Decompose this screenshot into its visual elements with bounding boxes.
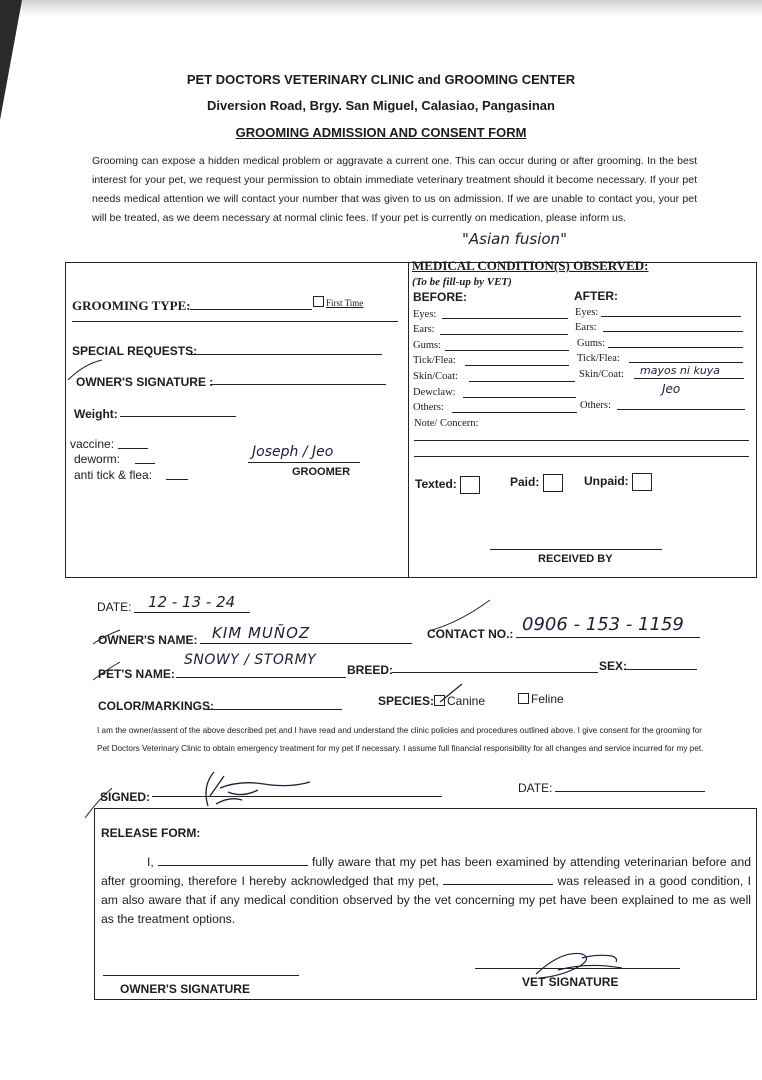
pet-name-label: PET'S NAME:	[98, 667, 175, 681]
before-skin-label: Skin/Coat:	[413, 371, 458, 382]
note-concern-label: Note/ Concern:	[414, 418, 479, 429]
texted-checkbox[interactable]	[460, 476, 480, 494]
sex-field[interactable]	[625, 669, 697, 670]
after-eyes-label: Eyes:	[575, 307, 599, 318]
grooming-type-line-2	[72, 321, 398, 322]
before-gums-label: Gums:	[413, 340, 442, 351]
owner-signature-scribble	[180, 766, 320, 812]
after-skin-handwritten: mayos ni kuya	[640, 364, 721, 377]
release-pet-name-field[interactable]	[443, 873, 553, 885]
texted-label: Texted:	[415, 477, 457, 492]
groomer-label: GROOMER	[292, 466, 351, 478]
intro-paragraph: Grooming can expose a hidden medical problem or aggravate a current one. This can occur during or after grooming. In the best interest for your pet, we request your permission to obtain immediate veterinary treatment should it become necessary. If your pet needs medical attention we will contact your number that was given to us on admission. If we are unable to contact you, your pet will be treated, as we deem necessary at normal clinic fees. If your pet is currently on medication, please inform us.	[92, 155, 697, 224]
date-label: DATE:	[97, 600, 132, 614]
before-label: BEFORE:	[413, 290, 467, 304]
groomer-handwritten: Joseph / Jeo	[252, 444, 334, 460]
after-skin-label: Skin/Coat:	[579, 369, 624, 380]
before-eyes-field[interactable]	[442, 318, 568, 319]
owner-name-label: OWNER'S NAME:	[98, 633, 198, 647]
color-markings-label: COLOR/MARKINGS:	[98, 699, 214, 713]
first-time-label: First Time	[326, 298, 364, 308]
pen-tick-mark-4	[92, 660, 122, 682]
note-line-2[interactable]	[414, 456, 749, 457]
feline-option[interactable]	[518, 692, 564, 706]
grooming-type-field[interactable]	[190, 309, 312, 310]
clinic-name: PET DOCTORS VETERINARY CLINIC and GROOMING CENTER	[186, 72, 576, 87]
before-others-label: Others:	[413, 402, 444, 413]
species-label: SPECIES:	[378, 694, 435, 708]
pet-name-field[interactable]	[176, 677, 346, 678]
anti-tick-label: anti tick & flea:	[74, 468, 153, 482]
after-tick-field[interactable]	[629, 362, 743, 363]
release-form-title: RELEASE FORM:	[101, 826, 201, 840]
before-gums-field[interactable]	[445, 350, 569, 351]
deworm-label: deworm:	[74, 452, 121, 466]
first-time-checkbox[interactable]	[313, 296, 324, 307]
after-label: AFTER:	[574, 289, 618, 303]
owners-signature-field[interactable]	[210, 384, 386, 385]
medical-conditions-title: MEDICAL CONDITION(S) OBSERVED:	[412, 258, 649, 273]
medical-conditions-subtitle: (To be fill-up by VET)	[412, 276, 512, 288]
paid-option[interactable]	[510, 474, 563, 492]
signed-label: SIGNED:	[100, 790, 151, 804]
release-owner-signature-line[interactable]	[103, 975, 299, 976]
pen-tick-mark-1	[66, 358, 106, 382]
handwritten-note: "Asian fusion"	[462, 230, 567, 248]
vet-signature-label: VET SIGNATURE	[522, 975, 619, 989]
after-skin-handwritten-2: Jeo	[662, 382, 681, 396]
before-tick-field[interactable]	[465, 365, 569, 366]
received-by-label: RECEIVED BY	[538, 553, 613, 565]
vaccine-label: vaccine:	[70, 437, 115, 451]
after-skin-field[interactable]	[634, 378, 744, 379]
weight-label: Weight:	[74, 407, 118, 421]
owner-name-value: KIM MUÑOZ	[212, 624, 311, 642]
pet-name-value: SNOWY / STORMY	[184, 652, 317, 668]
feline-checkbox[interactable]	[518, 693, 529, 704]
texted-option[interactable]	[415, 476, 480, 494]
pen-tick-mark-3	[430, 598, 494, 632]
before-eyes-label: Eyes:	[413, 309, 437, 320]
after-gums-label: Gums:	[577, 338, 606, 349]
before-ears-label: Ears:	[413, 324, 435, 335]
note-line-1[interactable]	[414, 440, 749, 441]
received-by-line[interactable]	[490, 549, 662, 550]
color-markings-field[interactable]	[204, 709, 342, 710]
canine-check-mark	[438, 682, 464, 706]
first-time-option[interactable]	[313, 296, 363, 308]
owners-signature-label: OWNER'S SIGNATURE :	[76, 375, 214, 389]
signed-date-field[interactable]	[555, 791, 705, 792]
special-requests-label: SPECIAL REQUESTS:	[72, 344, 198, 358]
contact-label: CONTACT NO.:	[427, 627, 514, 641]
after-eyes-field[interactable]	[601, 316, 741, 317]
after-ears-field[interactable]	[603, 331, 743, 332]
after-others-field[interactable]	[617, 409, 745, 410]
before-dewclaw-label: Dewclaw:	[413, 387, 456, 398]
feline-label: Feline	[531, 692, 564, 706]
release-text-part2: was released in a good condition, I am also aware that if any medical condition observed by the vet concerning my pet have been explained to me as well as the treatment options.	[101, 874, 752, 926]
date-field[interactable]	[134, 612, 250, 613]
release-owner-signature-label: OWNER'S SIGNATURE	[120, 982, 250, 996]
after-gums-field[interactable]	[608, 347, 743, 348]
box-divider	[408, 262, 409, 578]
breed-field[interactable]	[392, 672, 598, 673]
clinic-address: Diversion Road, Brgy. San Miguel, Calasiao, Pangasinan	[207, 98, 555, 113]
before-skin-field[interactable]	[469, 381, 575, 382]
paid-checkbox[interactable]	[543, 474, 563, 492]
unpaid-option[interactable]	[584, 473, 652, 491]
release-i-label: I,	[147, 855, 154, 869]
signed-date-label: DATE:	[518, 781, 553, 795]
date-value: 12 - 13 - 24	[148, 593, 236, 611]
contact-field[interactable]	[516, 637, 700, 638]
release-owner-name-field[interactable]	[158, 854, 308, 866]
grooming-type-label: GROOMING TYPE:	[72, 298, 191, 313]
release-text-part1: fully aware that my pet has been examined by attending veterinarian before and after grooming, therefore I hereby acknowledged that my pet,	[101, 855, 752, 888]
vaccine-field[interactable]	[118, 448, 148, 449]
contact-value: 0906 - 153 - 1159	[522, 614, 684, 635]
deworm-field[interactable]	[135, 463, 155, 464]
after-tick-label: Tick/Flea:	[577, 353, 620, 364]
consent-paragraph: I am the owner/assent of the above described pet and I have read and understand the clinic policies and procedures outlined above. I give consent for the grooming for Pet Doctors Veterinary Clinic to obtain emergency treatment for my pet if necessary. I assume full financial responsibility for all changes and service incurred for my pet.	[97, 726, 704, 753]
paid-label: Paid:	[510, 475, 540, 490]
scan-top-edge	[0, 0, 762, 18]
breed-label: BREED:	[347, 663, 394, 677]
after-others-label: Others:	[580, 400, 611, 411]
unpaid-label: Unpaid:	[584, 474, 629, 489]
before-others-field[interactable]	[452, 412, 577, 413]
unpaid-checkbox[interactable]	[632, 473, 652, 491]
before-tick-label: Tick/Flea:	[413, 355, 456, 366]
weight-field[interactable]	[120, 416, 236, 417]
special-requests-field[interactable]	[188, 354, 382, 355]
before-dewclaw-field[interactable]	[463, 397, 576, 398]
release-paragraph	[101, 853, 751, 929]
canine-label: Canine	[447, 694, 486, 708]
anti-tick-field[interactable]	[166, 479, 188, 480]
sex-label: SEX:	[599, 659, 628, 673]
pen-tick-mark-2	[92, 628, 122, 646]
owner-name-field[interactable]	[200, 643, 412, 644]
groomer-line	[248, 462, 360, 463]
form-title: GROOMING ADMISSION AND CONSENT FORM	[235, 125, 527, 140]
after-ears-label: Ears:	[575, 322, 597, 333]
before-ears-field[interactable]	[440, 334, 568, 335]
